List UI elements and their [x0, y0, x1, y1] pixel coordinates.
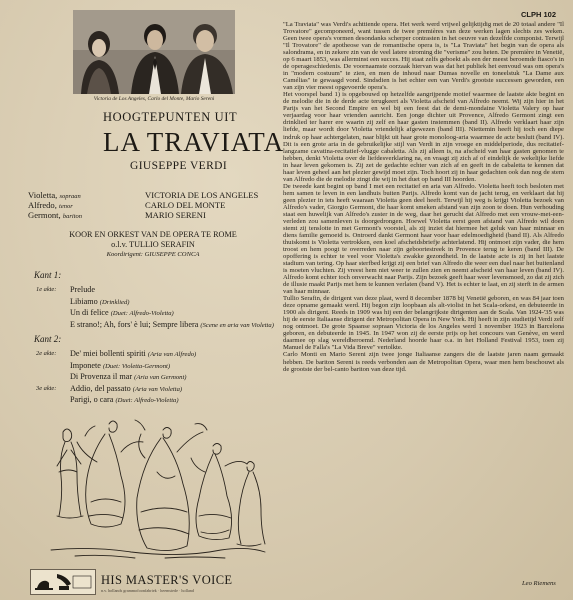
cast-role: Violetta, [28, 190, 58, 200]
cast-voice: sopraan [59, 193, 81, 200]
label-address: n.v. hollands grammofoonfabriek · heemstede · holland [101, 588, 194, 593]
notes-paragraph: "La Traviata" was Verdi's achttiende opera. Het werk werd vrijwel gelijktijdig met de 20 totaal andere "Il Trovatore" gecomponeerd, want tussen de twee premières van deze werken lagen slechts zes weken. Geen twee opera's vormen desondanks scherper contrasten in het oeuvre van dezelfde componist. Terwijl "Il Trovatore" de apotheose van de romantische opera is, is "La Traviata" het begin van de opera als salondrama, en in zekere zin van de veel latere stroming die "verisme" zou heten. De première in Venetië, op 6 maart 1853, was allerminst een succes. Hij staat zelfs geboekt als een der meest beroemde fiasco's in de operageschiedenis. De voornaamste oorzaak hiervan was dat het publiek het eenvoud was om opera's in "modern costuum" te zien, en men de inhoud naar Dumas novelle en toneelstuk "La Dame aux Camélias" te gewaagd vond. Sindsdien is het echter een van Verdi's grootste successen geworden, een van zijn vier meest opgevoerde opera's. [283, 21, 564, 92]
cast-row [28, 190, 268, 200]
catalog-number: CLPH 102 [521, 10, 557, 19]
cast-role: Germont, [28, 210, 61, 221]
track-note: (Aria van Germont) [134, 374, 187, 382]
cast-singer: CARLO DEL MONTE [145, 200, 226, 211]
track-title: Un di felice [70, 308, 109, 318]
cast-row [28, 210, 268, 220]
track-note: (Duet: Alfredo-Violetta) [110, 310, 174, 318]
track-row [28, 296, 278, 308]
choir-line: KOOR EN ORKEST VAN DE OPERA TE ROME [69, 230, 237, 239]
cast-row [28, 200, 268, 210]
cast-list [28, 190, 268, 221]
notes-author: Leo Riemens [522, 580, 556, 587]
act-label: 3e akte: [36, 384, 57, 392]
cast-voice: tenor [59, 203, 73, 211]
act-label: 2e akte: [36, 350, 57, 357]
track-row [28, 284, 278, 296]
choir-master-line: Koordirigent: GIUSEPPE CONCA [106, 251, 200, 258]
nipper-gramophone-icon [31, 570, 95, 594]
cast-singer: VICTORIA DE LOS ANGELES [145, 190, 259, 200]
track-row [28, 348, 278, 360]
track-note: (Duet: Violetta-Germont) [102, 362, 171, 370]
track-row [28, 383, 278, 395]
track-title: Addio, del passato [70, 383, 131, 393]
track-row [28, 319, 278, 331]
track-title: Parigi, o cara [70, 395, 114, 405]
track-note: (Duet: Alfredo-Violetta) [115, 397, 179, 405]
liner-notes [283, 21, 564, 373]
track-row [28, 371, 278, 383]
notes-paragraph: De tweede kant begint op band I met een recitatief en aria van Alfredo. Violetta heeft toch besloten met hem samen te leven in een landhuis buiten Parijs. Alfredo komt van de jacht terug, en verklaart dat hij geen plezier in iets heeft waaraan Violetta geen deel heeft. Terwijl hij weg is krijgt Violetta bezoek van Alfredo's vader, Giorgio Germont, die haar komt smeken afstand van zijn zoon te doen. Hun verhouding staat een huwelijk van Alfredo's zuster in de weg, daar het gerucht dat Alfredo met een vrouw-met-een-verleden zou samenleven is doorgedrongen. Hoewel Violetta eerst geen afstand van Alfredo wil doen stemt zij tenslotte in met Germont's voorstel, als zij inziet dat hiermee het geluk van haar minnaar en diens familie gemoeid is. Ontroerd dankt Germont haar voor haar edelmoedigheid (band II). Als Alfredo thuiskomt is Violetta vertrokken, een koel afscheidsbriefje achterlatend. Hij ontmoet zijn vader, die hem troost en hem poogt te overreden naar zijn geboortestreek in Provence terug te keren (band III). De opoffering is echter te veel voor Violetta's zwakke gezondheid. In de laatste acte is zij in het laatste stadium van tering. Op haar sterfbed krijgt zij een brief van Alfredo die weer een duel naar het buitenland is moeten vluchten. Zij vreest hem niet weer te zullen zien en neemt afscheid van haar leven (band IV). Alfredo komt echter toch onverwacht naar Parijs. Zijn bezoek geeft haar weer levensmoed, zo dat zij zich de illusie maakt Parijs met hem te kunnen verlaten (band V). Het is echter te laat, en zij sterft in de armen van haar minnaar. [283, 182, 564, 296]
track-title: E strano!; Ah, fors' è lui; Sempre libera [70, 319, 199, 329]
singers-photo-image [73, 10, 235, 94]
cast-singer: MARIO SERENI [145, 210, 206, 221]
track-row [28, 307, 278, 319]
track-title: Di Provenza il mar [70, 372, 133, 382]
act-label: 1e akte: [36, 286, 57, 293]
album-title: LA TRAVIATA [103, 127, 285, 157]
track-title: Libiamo [70, 296, 98, 306]
side-1-tracklist [28, 284, 278, 330]
notes-paragraph: Tullio Serafin, de dirigent van deze plaat, werd 8 december 1878 bij Venetië geboren, en was 84 jaar toen deze opname gemaakt werd. Hij begon zijn loopbaan als alt-violist in het Scala-orkest, en debuteerde in 1900 als dirigent. Reeds in 1909 was hij een der belangrijkste dirigenten aan de Scala. Van 1924-'35 was hij de eerste Italiaanse dirigent der Metropolitan Opera in New York. Hij heeft in zijn studietijd Verdi zelf nog ontmoet. De grote Spaanse sopraan Victoria de los Angeles werd 1 november 1923 in Barcelona geboren, en debuteerde in 1945. In 1947 won zij de eerste prijs op het concours van Genève, en werd daarmee op slag wereldberoemd. Nederland hoorde haar o.a. in het Holland Festival 1953, toen zij Manuel de Falla's "La Vida Breve" vertolkte. [283, 295, 564, 352]
label-name: HIS MASTER'S VOICE [101, 573, 233, 587]
pre-title: HOOGTEPUNTEN UIT [103, 110, 238, 124]
track-note: (Aria van Violetta) [132, 385, 183, 393]
track-title: Prelude [70, 285, 96, 294]
track-row [28, 360, 278, 372]
composer: GIUSEPPE VERDI [130, 160, 228, 172]
track-title: De' miei bollenti spiriti [70, 349, 146, 358]
track-note: (Drinklied) [99, 298, 130, 306]
track-note: (Aria van Alfredo) [147, 351, 197, 358]
notes-paragraph: Carlo Monti en Mario Sereni zijn twee jonge Italiaanse zangers die de laatste jaren naam gemaakt hebben. De bariton Sereni is reeds verbonden aan de Metropolitan Opera, waar men hem beschouwt als de grootste der bel-canto bariton van deze tijd. [283, 351, 564, 373]
hmv-logo [30, 569, 96, 595]
choir-orchestra [28, 230, 278, 260]
photo-caption: Victoria de Los Angeles, Carlo del Monte, Mario Sereni [93, 96, 215, 102]
singers-photo [73, 10, 235, 94]
notes-paragraph: Het voorspel band 1) is opgebouwd op hetzelfde aangrijpende motief waarmee de laatste akte begint en de melodie die in de derde acte terugkeert als Violetta afscheid van Alfredo neemt. Wij zijn hier in het Parijs van het Second Empire en wel bij een feest dat de demi-mondaine Violetta Valery op haar verjaardag voor haar vrienden aanricht. Een jonge dichter uit Provence, Alfredo Germont zingt een drinklied ter harer ere waarin zij zelf en haar gasten instemmen (band II). Alfredo verklaart haar zijn liefde, maar wordt door Violetta vriendelijk afgewezen (band III). Niettemin heeft hij toch een diepe indruk op haar achtergelaten, naar blijkt uit haar grote monoloog-aria waarmee de acte besluit (band IV). Dit is een grote aria in de gebruikelijke stijl van Verdi in zijn vroege en middelperiode, dus recitatief-langzame cavatina-recitatief-vlugge cabaletta. Als zij alleen is, na afscheid van haar gasten genomen te hebben, denkt Violetta over de liefdesverklaring na, en vraagt zij zich af of eindelijk de wekelijke liefde in haar leven gekomen is. Zij zet de gedachte echter van zich af en geeft in de cabaletta te kennen dat haar leven geheel aan het plezier gewijd moet zijn. Toch hoort zij in haar gedachten ook dan nog de stem van Alfredo die de melodie zingt die wij in het duet op band III hoorden. [283, 91, 564, 183]
conductor-line: o.l.v. TULLIO SERAFIN [111, 240, 195, 249]
side-2-tracklist [28, 348, 278, 406]
cast-role: Alfredo, [28, 200, 57, 211]
track-title: Imponete [70, 360, 101, 370]
track-row [28, 394, 278, 406]
cast-voice: bariton [62, 213, 83, 221]
dancers-sketch [45, 412, 270, 562]
side-1-label: Kant 1: [34, 270, 62, 280]
track-note: (Scene en aria van Violetta) [200, 321, 274, 329]
side-2-label: Kant 2: [34, 334, 62, 344]
